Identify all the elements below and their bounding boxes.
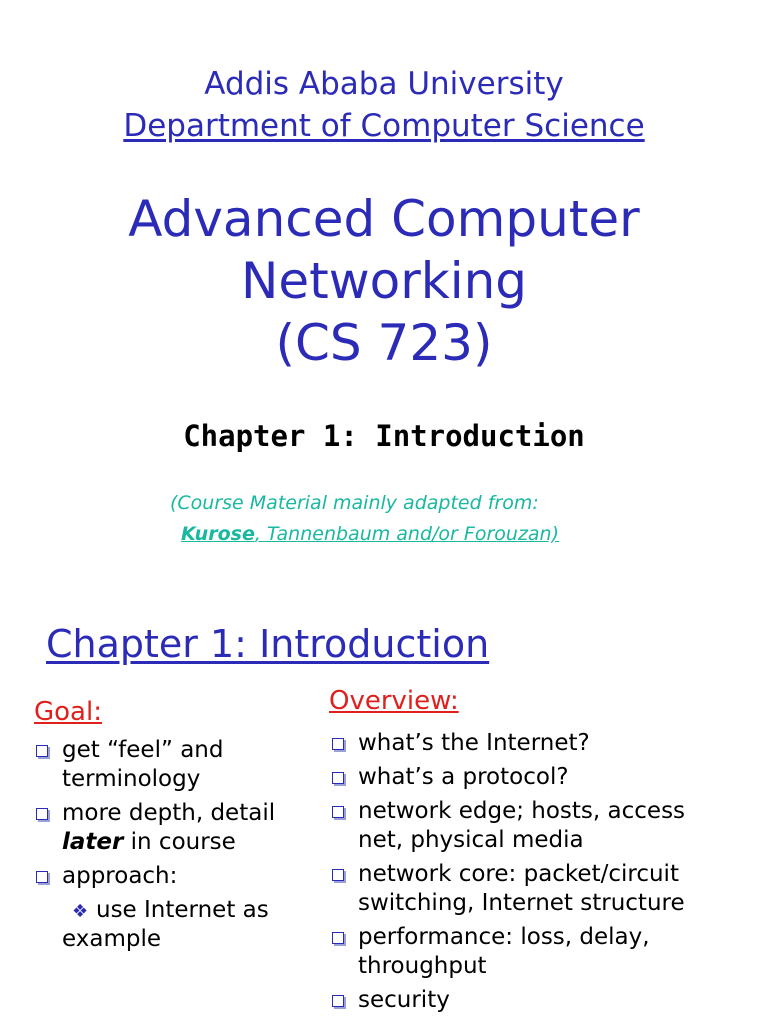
- item-text: throughput: [358, 953, 487, 979]
- list-item: [330, 797, 750, 855]
- item-text: example: [62, 926, 161, 952]
- chapter-title: Chapter 1: Introduction: [183, 419, 585, 453]
- item-text: net, physical media: [358, 827, 584, 853]
- overview-list: [330, 729, 750, 1020]
- course-title-line2: Networking: [240, 252, 528, 310]
- square-bullet-icon: [332, 772, 344, 784]
- source-note-line2[interactable]: [181, 523, 559, 545]
- list-item: [330, 986, 750, 1015]
- item-text: switching, Internet structure: [358, 890, 685, 916]
- square-bullet-icon: [36, 871, 48, 883]
- item-text: network edge; hosts, access: [358, 798, 686, 824]
- list-item: [34, 736, 304, 794]
- list-item: [330, 860, 750, 918]
- list-item: [330, 923, 750, 981]
- item-text: [62, 828, 304, 857]
- item-text: security: [358, 987, 450, 1013]
- item-text: more depth, detail: [62, 800, 276, 826]
- diamond-bullet-icon: ❖: [72, 901, 89, 922]
- source-authors-rest: , Tannenbaum and/or Forouzan): [254, 523, 560, 545]
- source-author: Kurose: [181, 523, 255, 545]
- square-bullet-icon: [36, 808, 48, 820]
- square-bullet-icon: [332, 995, 344, 1007]
- slide-heading: Chapter 1: Introduction: [46, 622, 490, 666]
- goal-label: Goal:: [34, 697, 102, 727]
- item-text: get “feel” and: [62, 737, 224, 763]
- list-item: [34, 862, 304, 891]
- department-name: [0, 108, 768, 144]
- list-item: [330, 763, 750, 792]
- square-bullet-icon: [332, 806, 344, 818]
- square-bullet-icon: [332, 738, 344, 750]
- department-link[interactable]: Department of Computer Science: [123, 108, 645, 144]
- square-bullet-icon: [36, 745, 48, 757]
- source-note-line1: (Course Material mainly adapted from:: [170, 492, 539, 514]
- course-title-line1: Advanced Computer: [128, 190, 640, 248]
- item-text: network core: packet/circuit: [358, 861, 679, 887]
- list-item: [34, 799, 304, 857]
- course-code: (CS 723): [275, 314, 493, 372]
- item-text: terminology: [62, 766, 201, 792]
- overview-label: Overview:: [329, 686, 459, 716]
- item-text: what’s the Internet?: [358, 730, 590, 756]
- university-name: Addis Ababa University: [204, 66, 564, 102]
- goal-list: [34, 736, 304, 954]
- list-item: [330, 729, 750, 758]
- item-text: approach:: [62, 863, 178, 889]
- item-text: performance: loss, delay,: [358, 924, 650, 950]
- item-text: use Internet as: [96, 897, 269, 923]
- square-bullet-icon: [332, 932, 344, 944]
- item-text: in course: [123, 829, 236, 855]
- emphasis-text: later: [62, 829, 124, 855]
- square-bullet-icon: [332, 869, 344, 881]
- item-text: what’s a protocol?: [358, 764, 569, 790]
- sub-list-item: [34, 896, 304, 954]
